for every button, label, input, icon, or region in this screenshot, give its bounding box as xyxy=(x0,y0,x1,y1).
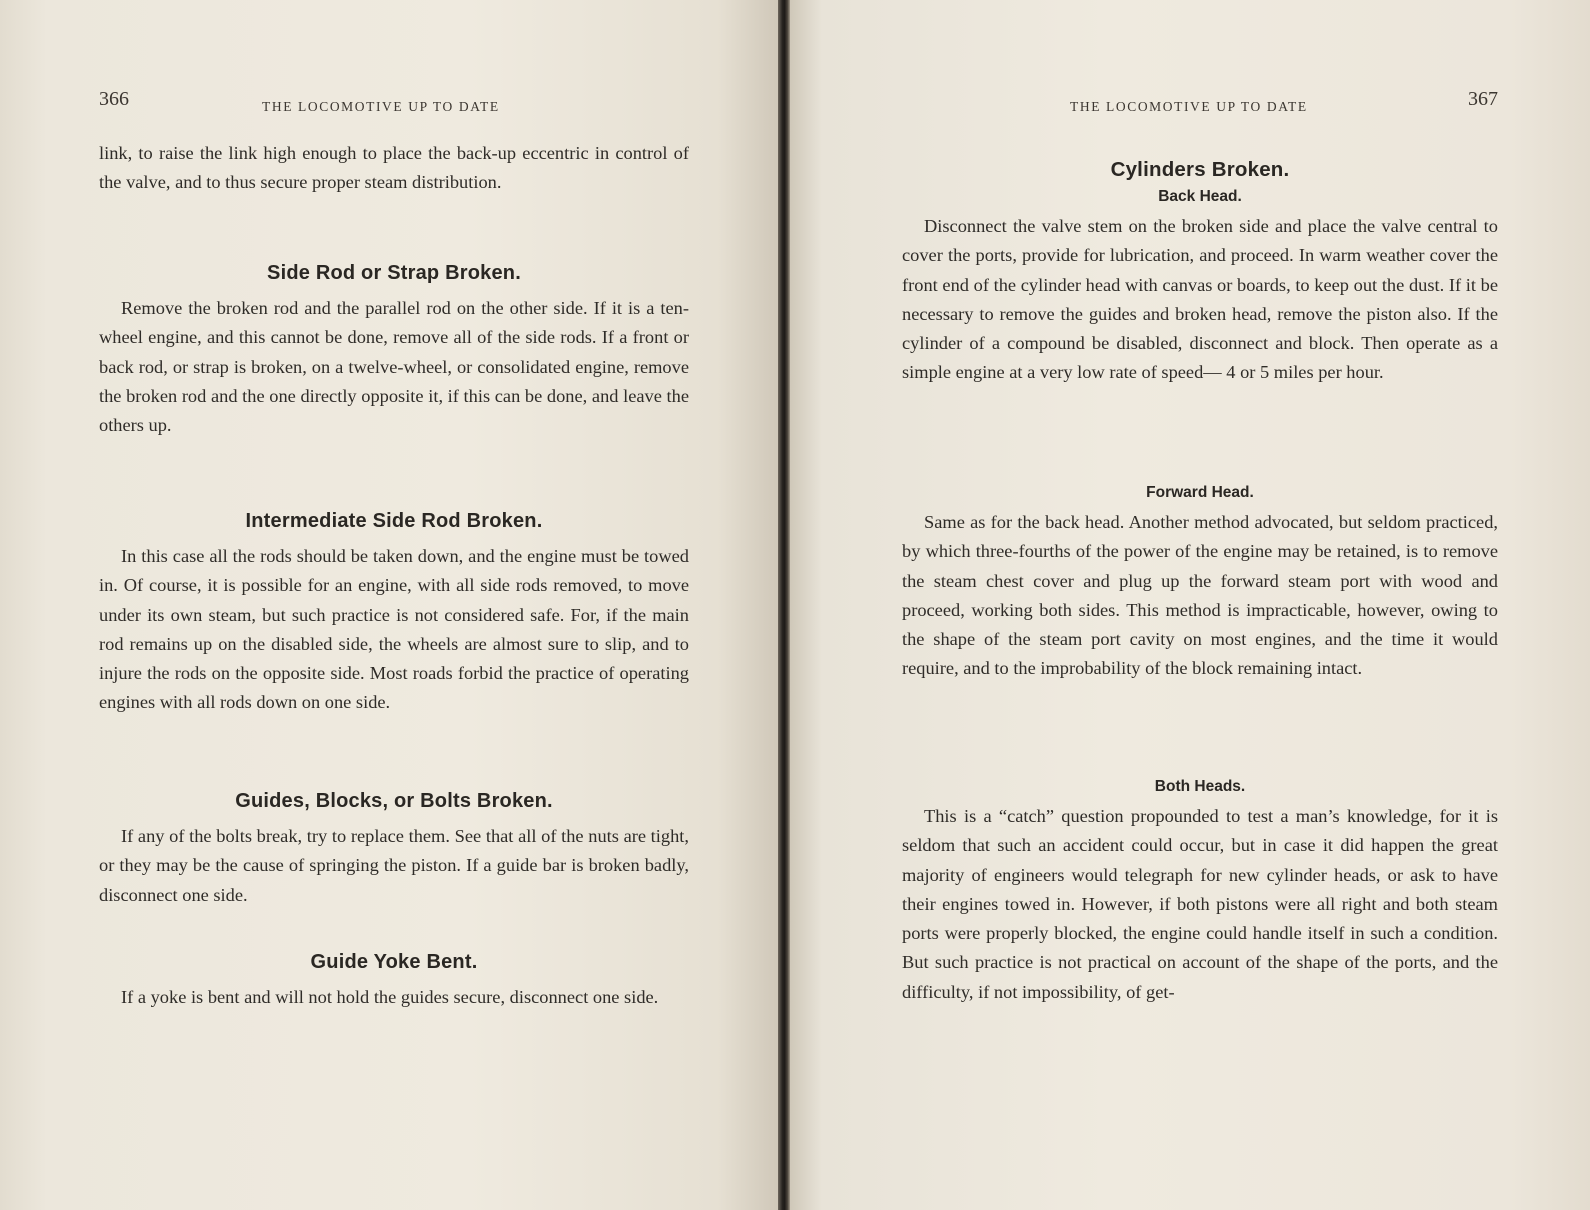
section-body: Remove the broken rod and the parallel rod on the other side. If it is a ten-wheel engine, and this cannot be done, remove all of the side rods. If a front or back rod, or strap is broken, on a twelve-wheel, or consolidated engine, remove the broken rod and the one directly opposite it, if this can be done, and leave the others up. xyxy=(99,298,689,436)
page-number-right: 367 xyxy=(1468,88,1498,110)
section-body: Same as for the back head. Another method advocated, but seldom practiced, by which three-fourths of the power of the engine may be retained, is to remove the steam chest cover and plug up the forward steam port with wood and proceed, working both sides. This method is impracticable, however, owing to the shape of the steam port cavity on most engines, and the time it would require, and to the improbability of the block remaining intact. xyxy=(902,512,1498,679)
page-number-left: 366 xyxy=(99,88,129,110)
subsection-heading: Forward Head. xyxy=(1146,484,1254,501)
continuation-block xyxy=(99,139,689,198)
section-side-rod xyxy=(99,262,689,440)
running-head-right: THE LOCOMOTIVE UP TO DATE xyxy=(1070,99,1308,114)
section-forward-head xyxy=(902,484,1498,684)
subsection-heading: Both Heads. xyxy=(1154,778,1246,795)
section-intermediate-rod xyxy=(99,510,689,718)
book-gutter xyxy=(778,0,790,1210)
running-head-left: THE LOCOMOTIVE UP TO DATE xyxy=(262,99,500,114)
section-body: Disconnect the valve stem on the broken side and place the valve central to cover the ports, provide for lubrication, and proceed. In warm weather cover the front end of the cylinder head with canvas or boards, to keep out the dust. If it be necessary to remove the guides and broken head, remove the piston also. If the cylinder of a compound be disabled, disconnect and block. Then operate as a simple engine at a very low rate of speed— 4 or 5 miles per hour. xyxy=(902,216,1498,383)
section-guides-blocks xyxy=(99,790,689,910)
subsection-heading: Back Head. xyxy=(1158,188,1242,205)
left-page xyxy=(0,0,780,1210)
section-heading: Intermediate Side Rod Broken. xyxy=(245,510,543,532)
section-body: This is a “catch” question propounded to test a man’s knowledge, for it is seldom that such an accident could occur, but in case it did happen the great majority of engineers would telegraph for new cylinder heads, or ask to have their engines towed in. However, if both pistons were all right and both steam ports were properly blocked, the engine could handle itself in such a condition. But such practice is not practical on account of the shape of the ports, and the difficulty, if not impossibility, of get- xyxy=(902,806,1498,1002)
section-both-heads xyxy=(902,778,1498,1007)
chapter-heading: Cylinders Broken. xyxy=(1110,158,1290,181)
section-guide-yoke xyxy=(99,951,689,1012)
section-body: If a yoke is bent and will not hold the guides secure, disconnect one side. xyxy=(121,987,659,1007)
section-body: If any of the bolts break, try to replace them. See that all of the nuts are tight, or they may be the cause of springing the piston. If a guide bar is broken badly, disconnect one side. xyxy=(99,826,689,905)
continuation-paragraph: link, to raise the link high enough to place the back-up eccentric in control of the valve, and to thus secure proper steam distribution. xyxy=(99,143,689,193)
section-body: In this case all the rods should be taken down, and the engine must be towed in. Of course, it is possible for an engine, with all side rods removed, to move under its own steam, but such practice is not considered safe. For, if the main rod remains up on the disabled side, the wheels are almost sure to slip, and to injure the rods on the opposite side. Most roads forbid the practice of operating engines with all rods down on one side. xyxy=(99,546,689,713)
section-heading: Side Rod or Strap Broken. xyxy=(267,262,521,284)
right-page xyxy=(790,0,1590,1210)
section-cylinders-broken xyxy=(902,158,1498,388)
section-heading: Guide Yoke Bent. xyxy=(310,951,478,973)
section-heading: Guides, Blocks, or Bolts Broken. xyxy=(235,790,553,812)
